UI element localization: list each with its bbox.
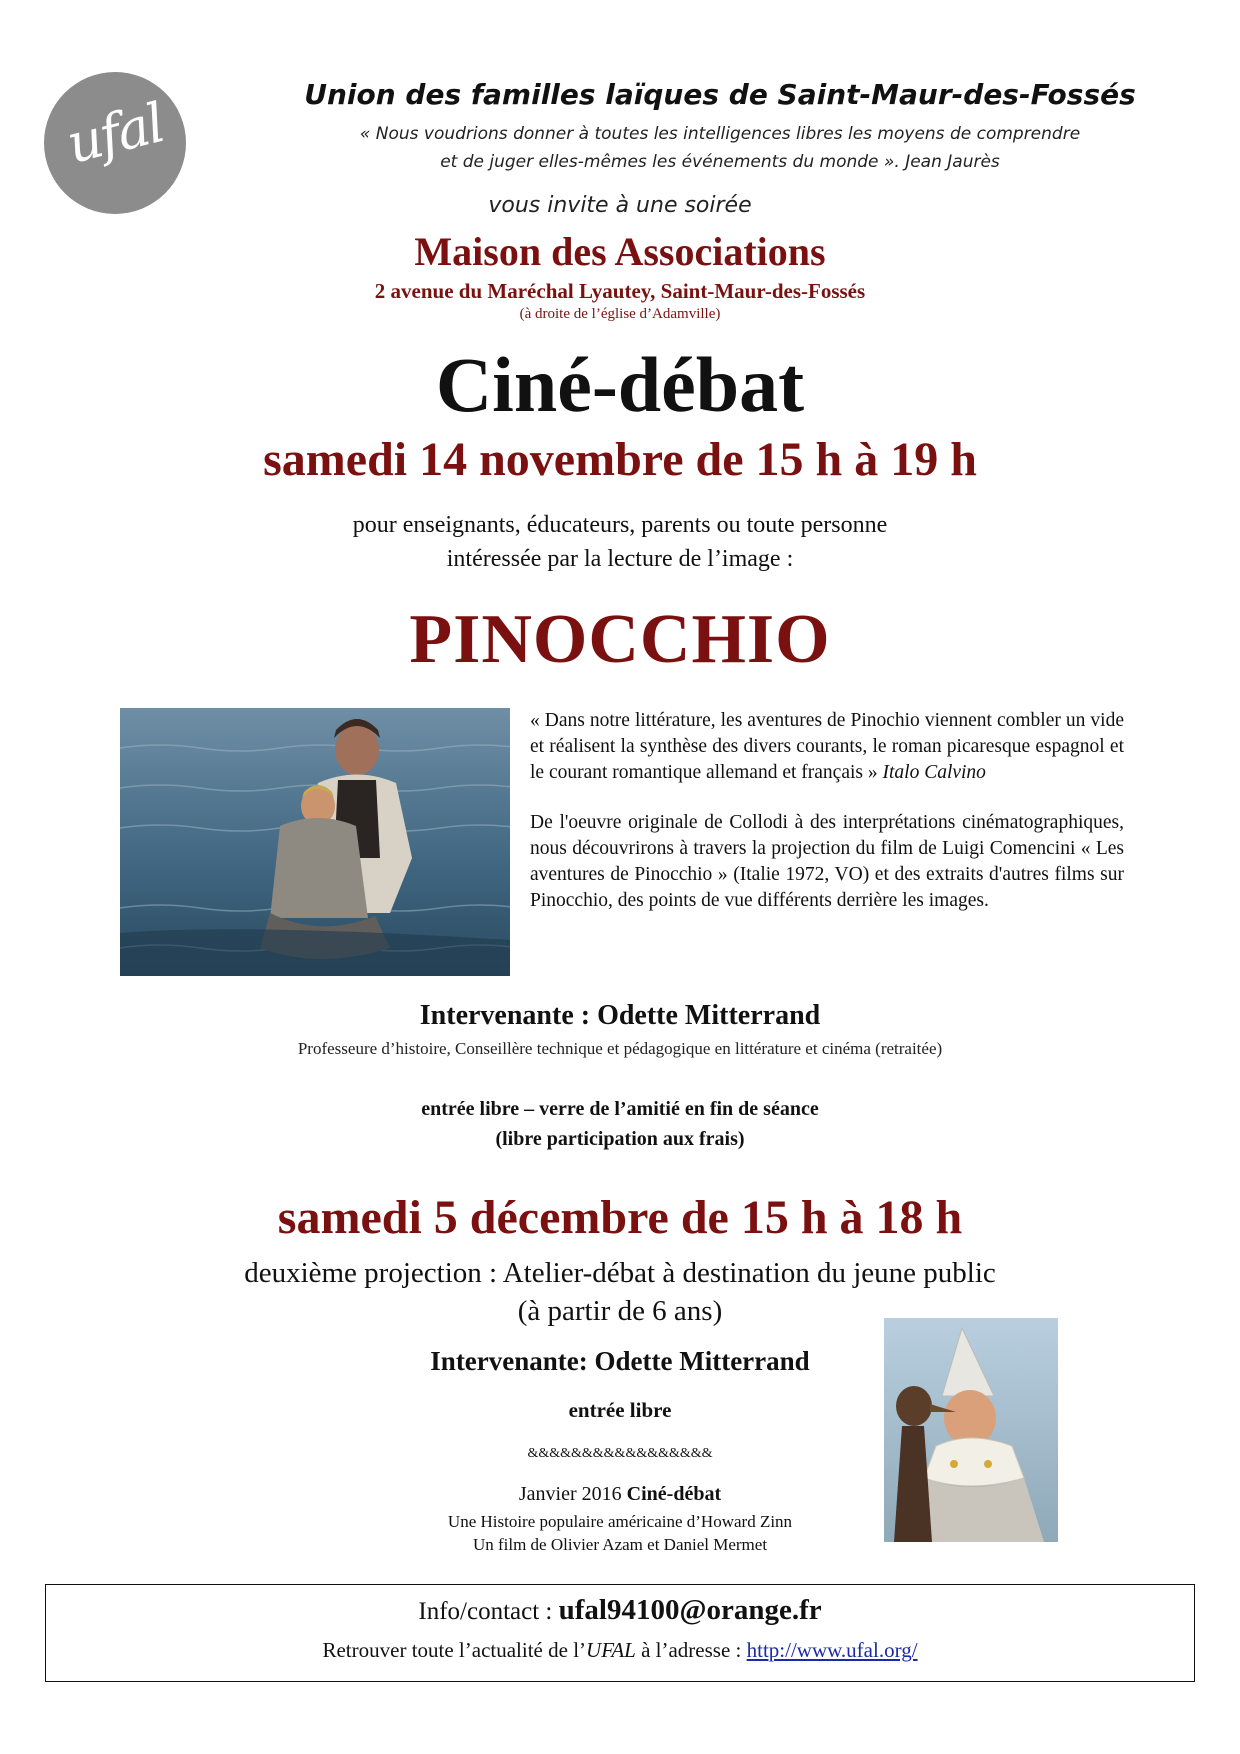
description-paragraph-2: De l'oeuvre originale de Collodi à des interprétations cinématographiques, nous découvrirons à travers la projection du film de Luigi Comencini « Les aventures de Pinocchio » (Italie 1972, VO) et des extraits d'autres films sur Pinocchio, des points de vue différents derrière les images. — [530, 812, 1124, 911]
event-date-2: samedi 5 décembre de 15 h à 18 h — [277, 1191, 963, 1244]
calvino-quote: « Dans notre littérature, les aventures de Pinochio viennent combler un vide et réalisent la synthèse des divers courants, le roman picaresque espagnol et le courant romantique allemand et français » — [530, 710, 1124, 783]
speaker-role: Professeure d’histoire, Conseillère technique et pédagogique en littérature et cinéma (retraitée) — [297, 1039, 943, 1058]
second-event-line-2: (à partir de 6 ans) — [517, 1295, 723, 1327]
speaker-name: Intervenante : Odette Mitterrand — [419, 1000, 821, 1031]
website-link[interactable]: http://www.ufal.org/ — [746, 1638, 918, 1662]
next-event-title — [340, 1483, 900, 1506]
organization-title: Union des familles laïques de Saint-Maur-des-Fossés — [304, 78, 1136, 111]
next-event-month: Janvier 2016 — [518, 1483, 627, 1505]
event-type-title: Ciné-débat — [435, 341, 805, 428]
second-event-line-1: deuxième projection : Atelier-débat à destination du jeune public — [244, 1257, 996, 1289]
audience-line-1: pour enseignants, éducateurs, parents ou toute personne — [352, 512, 888, 538]
audience-line-2: intéressée par la lecture de l’image : — [446, 546, 794, 572]
website-mid: à l’adresse : — [635, 1638, 747, 1662]
description-paragraph-1 — [530, 708, 1124, 786]
film-title: PINOCCHIO — [409, 601, 831, 678]
film-description — [530, 708, 1124, 938]
next-event-details — [340, 1510, 900, 1556]
quote-line-2: et de juger elles-mêmes les événements du monde ». Jean Jaurès — [440, 152, 1000, 172]
separator: &&&&&&&&&&&&&&&&& — [527, 1446, 713, 1461]
second-entry-info: entrée libre — [568, 1398, 672, 1422]
website-ufal: UFAL — [586, 1638, 636, 1662]
contact-line — [0, 1594, 1240, 1627]
jaures-quote — [220, 120, 1220, 176]
website-prefix: Retrouver toute l’actualité de l’ — [322, 1638, 587, 1662]
second-speaker-name: Intervenante: Odette Mitterrand — [430, 1346, 810, 1376]
contact-email[interactable]: ufal94100@orange.fr — [558, 1594, 822, 1626]
logo-text: ufal — [60, 91, 170, 176]
entry-line-1: entrée libre – verre de l’amitié en fin de séance — [421, 1098, 819, 1120]
website-line — [0, 1638, 1240, 1663]
contact-label: Info/contact : — [418, 1598, 559, 1625]
entry-info — [0, 1094, 1240, 1154]
audience-text — [0, 508, 1240, 576]
next-event-credits: Un film de Olivier Azam et Daniel Mermet — [472, 1535, 768, 1554]
next-event-type: Ciné-débat — [626, 1483, 722, 1505]
venue-address-note: (à droite de l’église d’Adamville) — [519, 306, 721, 322]
event-date-1: samedi 14 novembre de 15 h à 19 h — [263, 433, 977, 486]
entry-line-2: (libre participation aux frais) — [495, 1128, 745, 1150]
quote-line-1: « Nous voudrions donner à toutes les intelligences libres les moyens de comprendre — [359, 124, 1081, 144]
calvino-author: Italo Calvino — [882, 762, 986, 783]
invite-text: vous invite à une soirée — [488, 193, 752, 218]
next-event-film: Une Histoire populaire américaine d’Howard Zinn — [447, 1512, 793, 1531]
film-still-photo — [120, 708, 510, 976]
venue-name: Maison des Associations — [414, 229, 826, 274]
venue-address: 2 avenue du Maréchal Lyautey, Saint-Maur-des-Fossés — [374, 279, 866, 303]
pinocchio-boy-photo — [884, 1318, 1058, 1542]
